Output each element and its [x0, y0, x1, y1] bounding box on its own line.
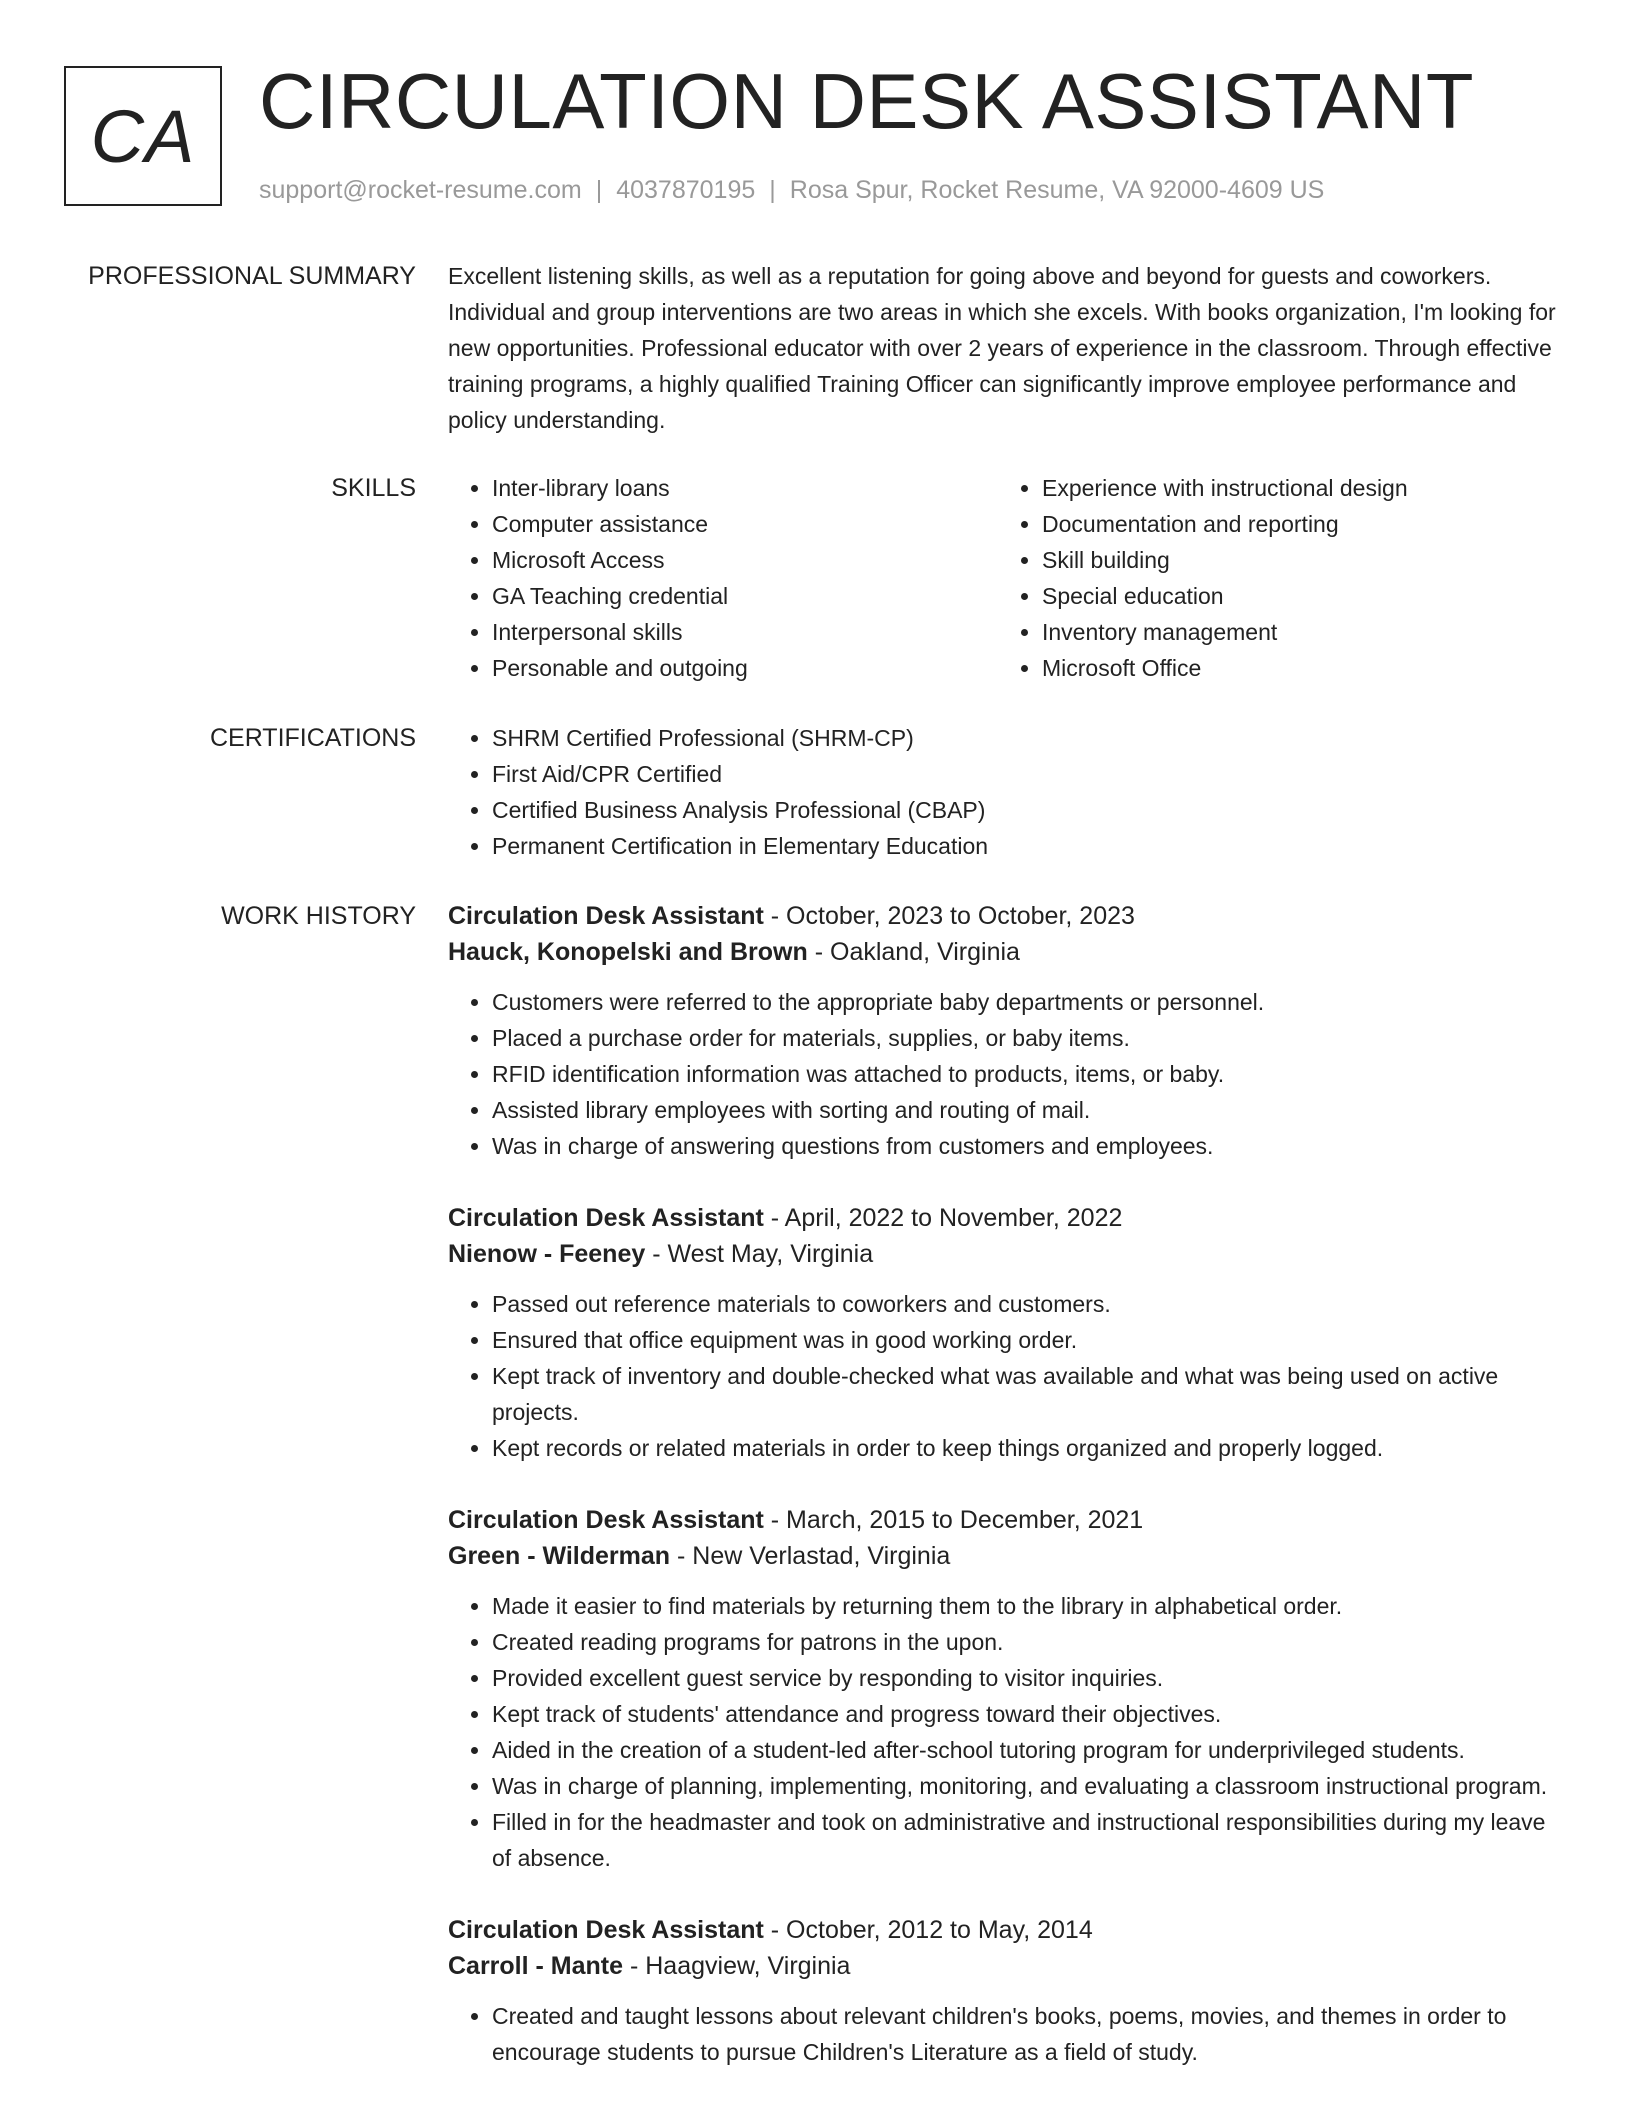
- job-title: Circulation Desk Assistant: [448, 902, 764, 930]
- skill-item: • Documentation and reporting: [1042, 506, 1568, 542]
- job-location: - New Verlastad, Virginia: [670, 1542, 951, 1570]
- summary-body: [448, 258, 1568, 438]
- skills-body: [448, 470, 1568, 686]
- contact-line: [259, 175, 1324, 205]
- skill-item: • Computer assistance: [492, 506, 998, 542]
- skill-item: • Inventory management: [1042, 614, 1568, 650]
- skills-list-left: [448, 470, 998, 686]
- job-entry: [448, 1502, 1568, 1876]
- job-duties: [448, 1286, 1568, 1466]
- job-dates: - October, 2012 to May, 2014: [763, 1916, 1093, 1944]
- job-duty-item: • Created and taught lessons about relevant children's books, poems, movies, and themes in order to encourage students to pursue Children's Literature as a field of study.: [492, 1998, 1568, 2070]
- section-label-work-history: WORK HISTORY: [221, 902, 416, 930]
- certification-item: • Certified Business Analysis Professional (CBAP): [492, 792, 1568, 828]
- job-duties: [448, 984, 1568, 1164]
- contact-phone[interactable]: 4037870195: [616, 176, 756, 204]
- job-company-line: [448, 1538, 1568, 1574]
- job-company: Nienow - Feeney: [448, 1240, 646, 1268]
- contact-email[interactable]: support@rocket-resume.com: [259, 176, 582, 204]
- skill-item: • Personable and outgoing: [492, 650, 998, 686]
- job-company: Carroll - Mante: [448, 1952, 624, 1980]
- job-duty-item: • Made it easier to find materials by returning them to the library in alphabetical order.: [492, 1588, 1568, 1624]
- job-location: - Haagview, Virginia: [623, 1952, 851, 1980]
- job-location: - West May, Virginia: [645, 1240, 874, 1268]
- job-entry: [448, 898, 1568, 1164]
- job-title-line: [448, 1912, 1568, 1948]
- job-title-line: [448, 898, 1568, 934]
- section-label-summary: PROFESSIONAL SUMMARY: [88, 262, 416, 290]
- job-duty-item: • Was in charge of planning, implementing, monitoring, and evaluating a classroom instructional program.: [492, 1768, 1568, 1804]
- skill-item: • Interpersonal skills: [492, 614, 998, 650]
- job-company-line: [448, 1948, 1568, 1984]
- job-duty-item: • Assisted library employees with sorting and routing of mail.: [492, 1092, 1568, 1128]
- job-title: Circulation Desk Assistant: [448, 1204, 764, 1232]
- job-duties: [448, 1588, 1568, 1876]
- skills-list-right: [998, 470, 1568, 686]
- work-history-body: [448, 898, 1568, 2106]
- certification-item: • SHRM Certified Professional (SHRM-CP): [492, 720, 1568, 756]
- job-duty-item: • Kept track of inventory and double-checked what was available and what was being used on active projects.: [492, 1358, 1568, 1430]
- skill-item: • Microsoft Access: [492, 542, 998, 578]
- job-company-line: [448, 1236, 1568, 1272]
- certifications-list: [448, 720, 1568, 864]
- monogram-badge: [64, 66, 222, 206]
- job-title-line: [448, 1502, 1568, 1538]
- section-label-skills: SKILLS: [331, 474, 416, 502]
- job-duties: [448, 1998, 1568, 2070]
- contact-separator: |: [769, 176, 776, 204]
- skill-item: • Experience with instructional design: [1042, 470, 1568, 506]
- monogram-initials: CA: [90, 94, 196, 178]
- job-duty-item: • Created reading programs for patrons in the upon.: [492, 1624, 1568, 1660]
- job-company: Hauck, Konopelski and Brown: [448, 938, 808, 966]
- summary-text: Excellent listening skills, as well as a reputation for going above and beyond for guests and coworkers. Individual and group interventions are two areas in which she excels. With books organization, I'm looking for new opportunities. Professional educator with over 2 years of experience in the classroom. Through effective training programs, a highly qualified Training Officer can significantly improve employee performance and policy understanding.: [448, 263, 1556, 433]
- skill-item: • Special education: [1042, 578, 1568, 614]
- job-company: Green - Wilderman: [448, 1542, 671, 1570]
- job-duty-item: • Kept records or related materials in order to keep things organized and properly logged.: [492, 1430, 1568, 1466]
- contact-address: Rosa Spur, Rocket Resume, VA 92000-4609 US: [789, 176, 1325, 204]
- job-location: - Oakland, Virginia: [807, 938, 1020, 966]
- job-entry: [448, 1912, 1568, 2070]
- job-duty-item: • Customers were referred to the appropriate baby departments or personnel.: [492, 984, 1568, 1020]
- certification-item: • First Aid/CPR Certified: [492, 756, 1568, 792]
- job-dates: - October, 2023 to October, 2023: [763, 902, 1135, 930]
- resume-title: CIRCULATION DESK ASSISTANT: [259, 57, 1474, 145]
- job-title: Circulation Desk Assistant: [448, 1916, 764, 1944]
- job-duty-item: • Passed out reference materials to coworkers and customers.: [492, 1286, 1568, 1322]
- job-duty-item: • Was in charge of answering questions from customers and employees.: [492, 1128, 1568, 1164]
- job-entry: [448, 1200, 1568, 1466]
- skill-item: • GA Teaching credential: [492, 578, 998, 614]
- job-duty-item: • Ensured that office equipment was in good working order.: [492, 1322, 1568, 1358]
- job-duty-item: • RFID identification information was attached to products, items, or baby.: [492, 1056, 1568, 1092]
- contact-separator: |: [595, 176, 603, 204]
- job-duty-item: • Kept track of students' attendance and progress toward their objectives.: [492, 1696, 1568, 1732]
- section-label-certifications: CERTIFICATIONS: [209, 724, 416, 752]
- job-duty-item: • Aided in the creation of a student-led after-school tutoring program for underprivileged students.: [492, 1732, 1568, 1768]
- job-dates: - April, 2022 to November, 2022: [763, 1204, 1123, 1232]
- skill-item: • Microsoft Office: [1042, 650, 1568, 686]
- job-duty-item: • Provided excellent guest service by responding to visitor inquiries.: [492, 1660, 1568, 1696]
- job-dates: - March, 2015 to December, 2021: [763, 1506, 1144, 1534]
- skill-item: • Skill building: [1042, 542, 1568, 578]
- job-duty-item: • Filled in for the headmaster and took on administrative and instructional responsibilities during my leave of absence.: [492, 1804, 1568, 1876]
- job-duty-item: • Placed a purchase order for materials, supplies, or baby items.: [492, 1020, 1568, 1056]
- job-company-line: [448, 934, 1568, 970]
- skill-item: • Inter-library loans: [492, 470, 998, 506]
- certifications-body: [448, 720, 1568, 864]
- job-title-line: [448, 1200, 1568, 1236]
- certification-item: • Permanent Certification in Elementary Education: [492, 828, 1568, 864]
- job-title: Circulation Desk Assistant: [448, 1506, 764, 1534]
